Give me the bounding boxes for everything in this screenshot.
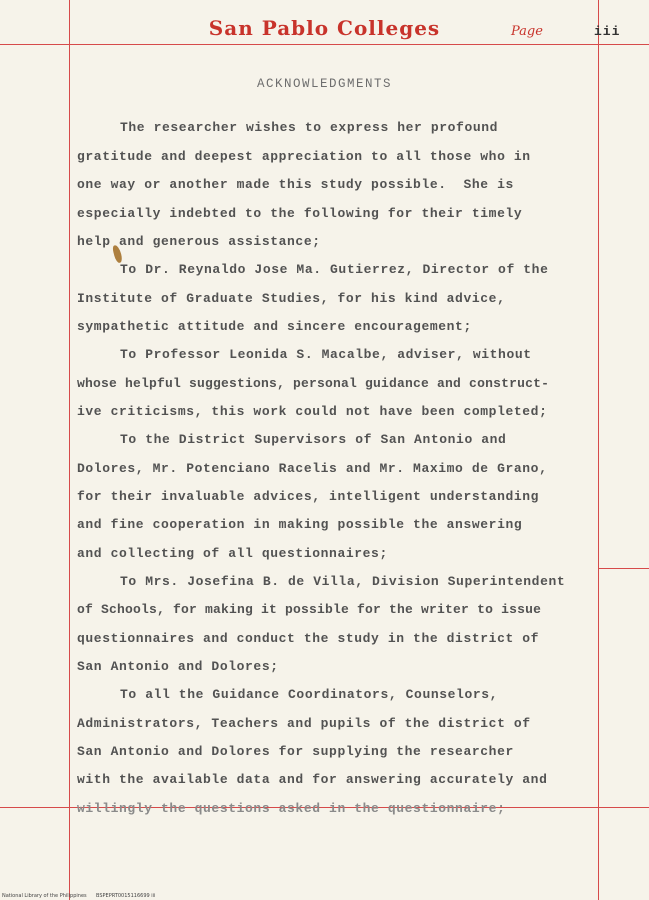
page-number: iii xyxy=(594,24,621,39)
header-rule xyxy=(0,44,649,45)
text-line: questionnaires and conduct the study in the district of xyxy=(77,631,540,646)
text-line: To Dr. Reynaldo Jose Ma. Gutierrez, Director of the xyxy=(120,262,549,277)
right-margin-rule xyxy=(598,0,599,900)
text-line: San Antonio and Dolores for supplying the researcher xyxy=(77,744,514,759)
margin-rule-right-1 xyxy=(598,568,649,569)
text-line: and fine cooperation in making possible the answering xyxy=(77,517,523,532)
text-line: Institute of Graduate Studies, for his kind advice, xyxy=(77,291,506,306)
text-line: To the District Supervisors of San Antonio and xyxy=(120,432,507,447)
text-line: for their invaluable advices, intelligent understanding xyxy=(77,489,540,504)
college-name: San Pablo Colleges xyxy=(208,16,441,40)
text-line: San Antonio and Dolores; xyxy=(77,659,279,674)
left-margin-rule xyxy=(69,0,70,900)
text-line: gratitude and deepest appreciation to all those who in xyxy=(77,149,531,164)
text-line: whose helpful suggestions, personal guidance and construct- xyxy=(77,376,550,391)
text-line: To Professor Leonida S. Macalbe, adviser, without xyxy=(120,347,532,362)
text-line: of Schools, for making it possible for the writer to issue xyxy=(77,602,542,617)
page-heading: ACKNOWLEDGMENTS xyxy=(256,77,393,91)
text-line: To Mrs. Josefina B. de Villa, Division Superintendent xyxy=(120,574,566,589)
text-line: To all the Guidance Coordinators, Counselors, xyxy=(120,687,499,702)
text-line: with the available data and for answering accurately and xyxy=(77,772,548,787)
text-line: especially indebted to the following for their timely xyxy=(77,206,523,221)
text-line: sympathetic attitude and sincere encouragement; xyxy=(77,319,472,334)
text-line: Dolores, Mr. Potenciano Racelis and Mr. Maximo de Grano, xyxy=(77,461,548,476)
text-line: Administrators, Teachers and pupils of the district of xyxy=(77,716,531,731)
footer-code: BSPEPRT0015116699 iii xyxy=(96,893,156,899)
text-line: help and generous assistance; xyxy=(77,234,321,249)
text-line: willingly the questions asked in the questionnaire; xyxy=(77,801,506,816)
text-line: ive criticisms, this work could not have been completed; xyxy=(77,404,548,419)
footer-library: National Library of the Philippines xyxy=(2,893,87,899)
text-line: and collecting of all questionnaires; xyxy=(77,546,388,561)
text-line: The researcher wishes to express her profound xyxy=(120,120,499,135)
page-label: Page xyxy=(511,24,543,39)
text-line: one way or another made this study possible. She is xyxy=(77,177,514,192)
